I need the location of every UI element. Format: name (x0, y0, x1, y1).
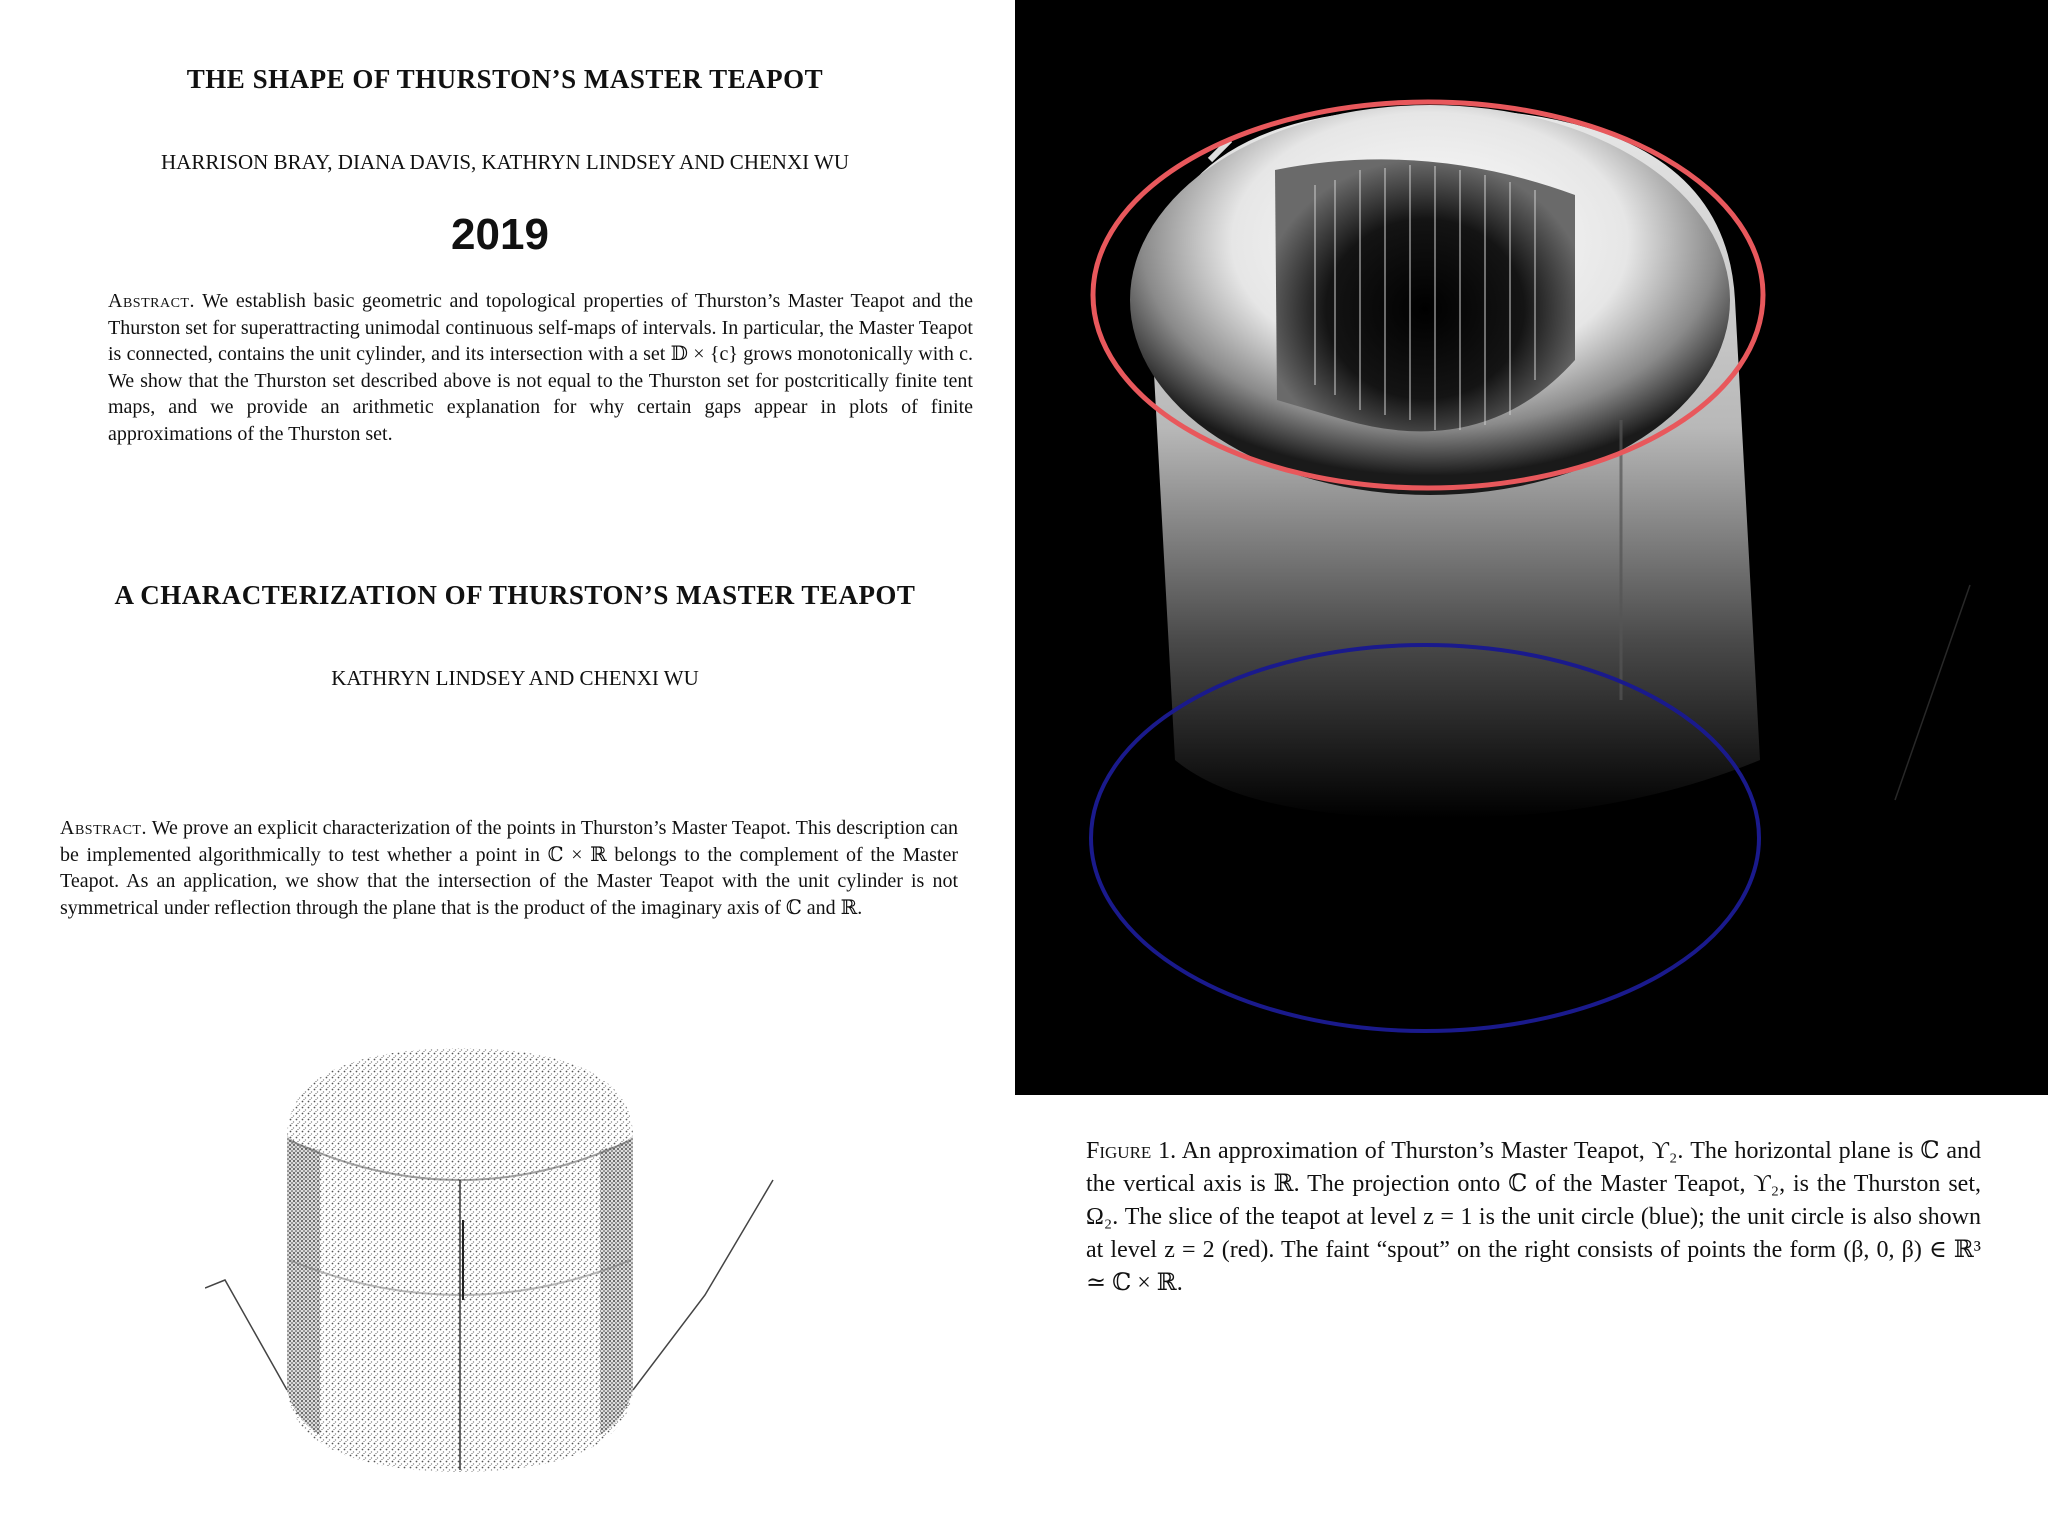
teapot-render-panel (1015, 0, 2048, 1095)
teapot-surface (1130, 105, 1760, 818)
caption-label: Figure 1. (1086, 1138, 1177, 1164)
abstract-text: We establish basic geometric and topological properties of Thurston’s Master Teapot and the Thurston set for superattracting unimodal continuous self-maps of intervals. In particular, the Master Teapot is connected, contains the unit cylinder, and its intersection with a set 𝔻 × {c} grows monotonically with c. We show that the Thurston set described above is not equal to the Thurston set for postcritically finite tent maps, and we provide an arithmetic explanation for why certain gaps appear in plots of finite approximations of the Thurston set. (108, 290, 973, 445)
paper2-authors: KATHRYN LINDSEY AND CHENXI WU (331, 666, 699, 690)
paper1-abstract (108, 288, 973, 447)
paper1-authors: HARRISON BRAY, DIANA DAVIS, KATHRYN LINDSEY AND CHENXI WU (160, 150, 849, 174)
paper2-abstract (60, 815, 958, 921)
paper2-title: A CHARACTERIZATION OF THURSTON’S MASTER TEAPOT (114, 580, 916, 610)
paper1-year: 2019 (451, 210, 549, 259)
paper1-title: THE SHAPE OF THURSTON’S MASTER TEAPOT (186, 64, 824, 94)
teapot-point-cloud-figure (205, 1040, 805, 1510)
abstract-label: Abstract. (108, 290, 195, 312)
point-cloud-body (287, 1048, 633, 1472)
caption-text: An approximation of Thurston’s Master Teapot, ϒ₂. The horizontal plane is ℂ and the vertical axis is ℝ. The projection onto ℂ of the Master Teapot, ϒ₂, is the Thurston set, Ω₂. The slice of the teapot at level z = 1 is the unit circle (blue); the unit circle is also shown at level z = 2 (red). The faint “spout” on the right consists of points the form (β, 0, β) ∈ ℝ³ ≃ ℂ × ℝ. (1086, 1138, 1981, 1296)
abstract-label: Abstract. (60, 817, 147, 839)
figure-caption (1086, 1135, 1981, 1300)
abstract-text: We prove an explicit characterization of the points in Thurston’s Master Teapot. This description can be implemented algorithmically to test whether a point in ℂ × ℝ belongs to the complement of the Master Teapot. As an application, we show that the intersection of the Master Teapot with the unit cylinder is not symmetrical under reflection through the plane that is the product of the imaginary axis of ℂ and ℝ. (60, 817, 958, 919)
